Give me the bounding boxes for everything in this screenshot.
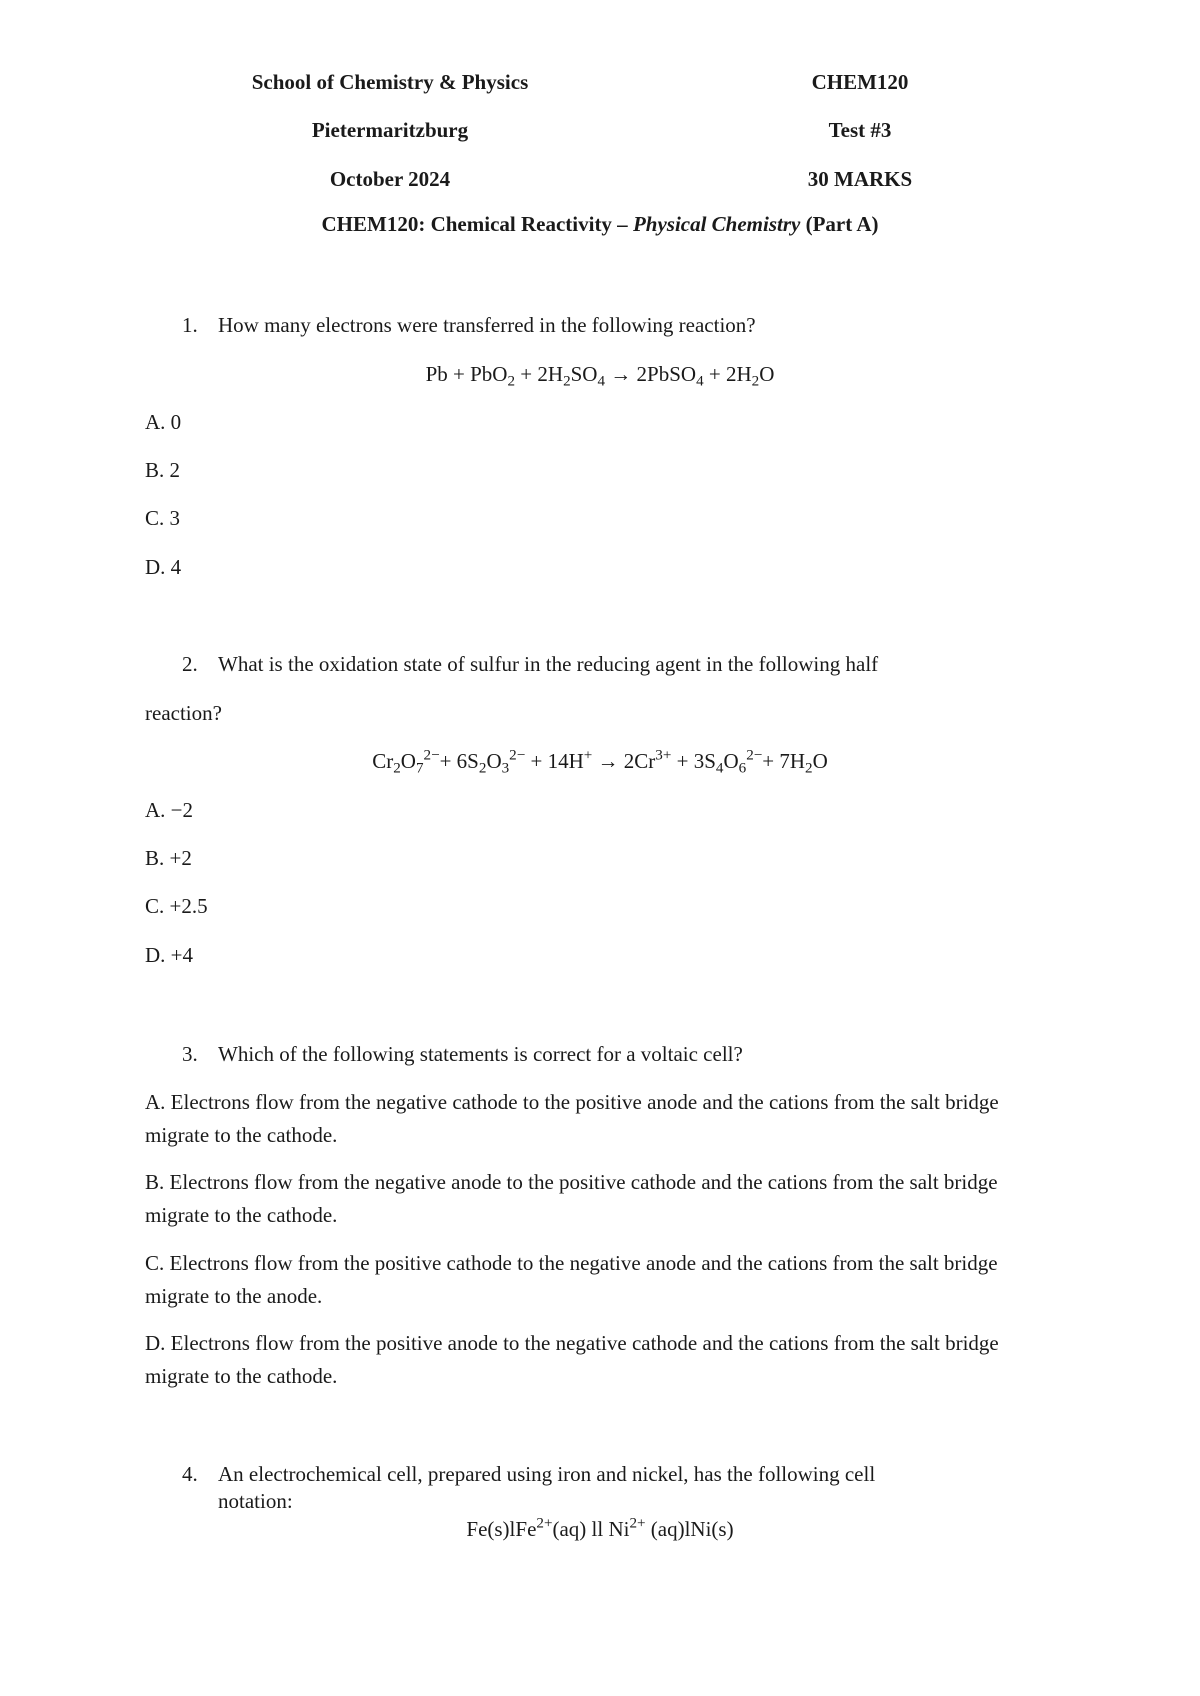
q1-option-c: C. 3 [145,506,181,530]
title-suffix: (Part A) [800,212,879,236]
q2-option-a: A. −2 [145,798,194,822]
eq-sub: 7 [415,760,424,777]
q3-text: Which of the following statements is correct for a voltaic cell? [218,1042,743,1066]
q2-text-line2: reaction? [145,701,222,725]
eq-text: + 2H [703,362,752,386]
q2-text-line1: What is the oxidation state of sulfur in the reducing agent in the following half [218,652,879,676]
q3-number: 3. [182,1042,198,1066]
eq-sub: 2 [563,373,571,390]
q1-number: 1. [182,313,198,337]
page-title [0,212,1200,237]
q2-option-d: D. +4 [145,943,194,967]
eq-sub: 2 [393,760,401,777]
eq-text: O [812,749,828,773]
q1-option-b: B. 2 [145,458,181,482]
eq-sup: 2+ [536,1515,553,1532]
eq-sub: 2 [478,760,487,777]
eq-text: Fe(s)lFe [466,1517,537,1541]
eq-sup: + [583,747,593,764]
eq-text: + 6S [439,749,479,773]
title-prefix: CHEM120: Chemical Reactivity – [321,212,633,236]
q1-option-d: D. 4 [145,555,182,579]
eq-sub: 6 [738,760,747,777]
eq-text: → 2Cr [592,749,656,773]
eq-sub: 2 [805,760,813,777]
eq-text: O [723,749,739,773]
eq-sup: 2− [509,747,526,764]
q4-text-line2: notation: [218,1489,293,1513]
title-italic: Physical Chemistry [632,212,801,236]
q2-equation [0,747,1200,777]
eq-text: O [759,362,775,386]
eq-sub: 4 [597,373,606,390]
eq-text: (aq)lNi(s) [645,1517,734,1541]
eq-text: (aq) ll Ni [552,1517,630,1541]
q2-number: 2. [182,652,198,676]
total-marks: 30 MARKS [807,167,913,191]
q3-option-a: A. Electrons flow from the negative cathode to the positive anode and the cations from the salt bridge migrate to the cathode. [145,1090,999,1147]
eq-sup: 2− [746,747,763,764]
campus-name: Pietermaritzburg [311,118,469,142]
eq-text: Pb + PbO [425,362,508,386]
eq-sub: 2 [751,373,760,390]
q1-equation [0,362,1200,390]
q3-option-d: D. Electrons flow from the positive anode to the negative cathode and the cations from the salt bridge migrate to the cathode. [145,1331,999,1388]
eq-text: + 14H [525,749,584,773]
eq-sub: 4 [715,760,724,777]
eq-sup: 2− [423,747,440,764]
eq-text: O [486,749,502,773]
q4-text-line1: An electrochemical cell, prepared using iron and nickel, has the following cell [218,1462,876,1486]
q3-option-c: C. Electrons flow from the positive cathode to the negative anode and the cations from the salt bridge migrate to the anode. [145,1251,998,1308]
eq-sup: 3+ [655,747,672,764]
q3-option-b: B. Electrons flow from the negative anode to the positive cathode and the cations from the salt bridge migrate to the cathode. [145,1170,998,1227]
eq-text: SO [570,362,598,386]
school-name: School of Chemistry & Physics [251,70,529,94]
q4-number: 4. [182,1462,198,1486]
eq-sup: 2+ [629,1515,646,1532]
eq-text: O [400,749,416,773]
test-date: October 2024 [329,167,451,191]
course-code: CHEM120 [811,70,909,94]
eq-sub: 3 [501,760,510,777]
eq-sub: 2 [507,373,516,390]
q2-option-c: C. +2.5 [145,894,208,918]
eq-text: + 2H [515,362,564,386]
q1-option-a: A. 0 [145,410,182,434]
eq-text: + 7H [762,749,806,773]
q2-option-b: B. +2 [145,846,192,870]
test-number: Test #3 [828,118,892,142]
eq-text: + 3S [671,749,716,773]
q1-text: How many electrons were transferred in the following reaction? [218,313,756,337]
eq-sub: 4 [696,373,704,390]
eq-text: → 2PbSO [605,362,697,386]
q4-cell-notation [0,1517,1200,1542]
eq-text: Cr [372,749,394,773]
